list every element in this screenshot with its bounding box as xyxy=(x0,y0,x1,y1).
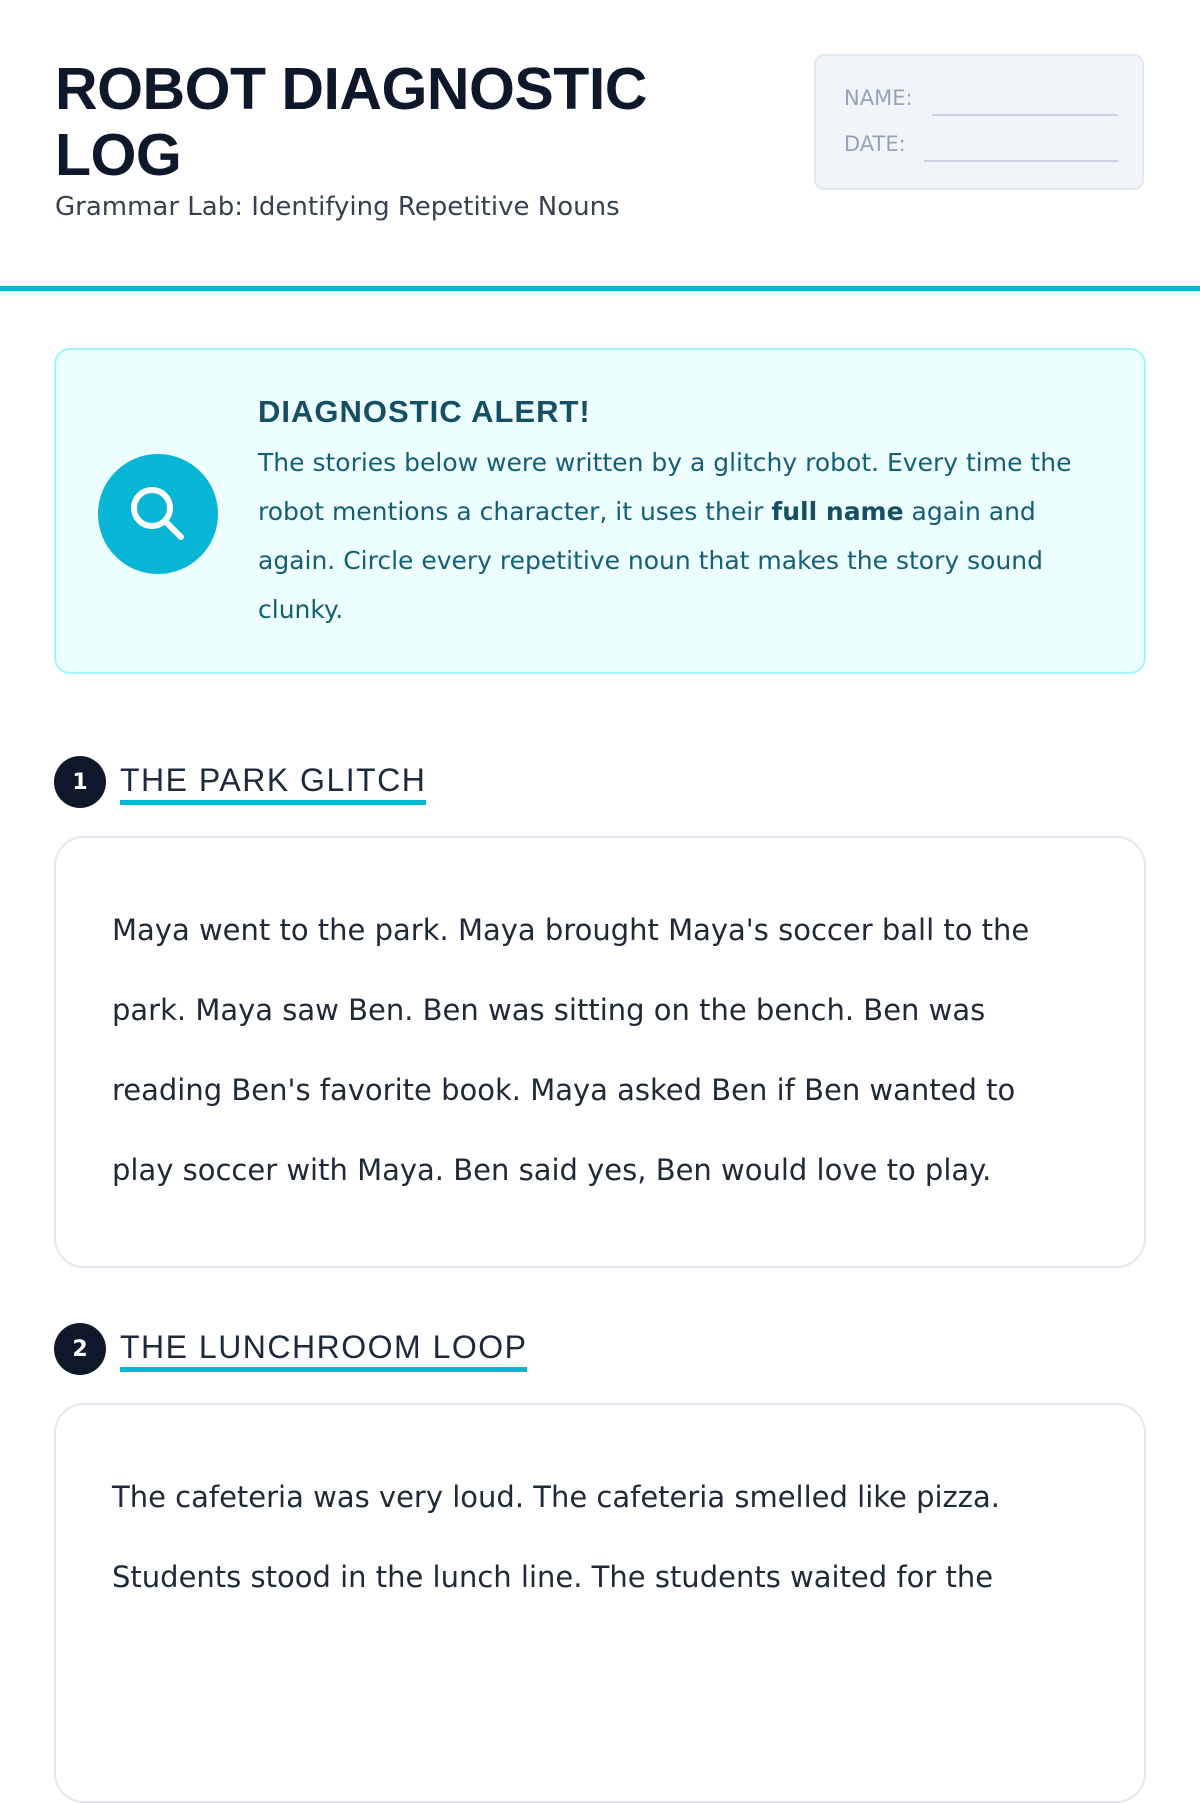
diagnostic-alert xyxy=(54,348,1146,674)
alert-body xyxy=(258,438,1098,634)
section-title: THE LUNCHROOM LOOP xyxy=(120,1327,527,1372)
story-text: The cafeteria was very loud. The cafeteria smelled like pizza. Students stood in the lunch line. The students waited for the xyxy=(112,1480,1000,1594)
search-icon xyxy=(98,454,218,574)
date-row xyxy=(844,132,906,156)
alert-title: DIAGNOSTIC ALERT! xyxy=(258,394,591,429)
alert-text-end: again and again. Circle every repetitive noun that makes the story sound clunky. xyxy=(258,497,1043,624)
story-text: Maya went to the park. Maya brought Maya's soccer ball to the park. Maya saw Ben. Ben was sitting on the bench. Ben was reading Ben's favorite book. Maya asked Ben if Ben wanted to play soccer with Maya. Ben said yes, Ben would love to play. xyxy=(112,913,1030,1187)
name-label: NAME: xyxy=(844,86,913,110)
name-row xyxy=(844,86,913,110)
worksheet-header xyxy=(0,0,1200,291)
section-number: 2 xyxy=(54,1323,106,1375)
date-field[interactable] xyxy=(924,160,1118,162)
name-field[interactable] xyxy=(932,114,1118,116)
date-label: DATE: xyxy=(844,132,906,156)
alert-text-bold: full name xyxy=(771,497,904,526)
name-date-box xyxy=(814,54,1144,190)
alert-text-start: The stories below were written by a glitchy robot. Every time the robot mentions a character, it uses their xyxy=(258,448,1072,526)
section-number: 1 xyxy=(54,756,106,808)
story-card-1 xyxy=(54,836,1146,1268)
page-subtitle: Grammar Lab: Identifying Repetitive Nouns xyxy=(55,192,620,222)
page-title: ROBOT DIAGNOSTIC LOG xyxy=(55,56,647,188)
section-title: THE PARK GLITCH xyxy=(120,760,426,805)
story-card-2 xyxy=(54,1403,1146,1803)
